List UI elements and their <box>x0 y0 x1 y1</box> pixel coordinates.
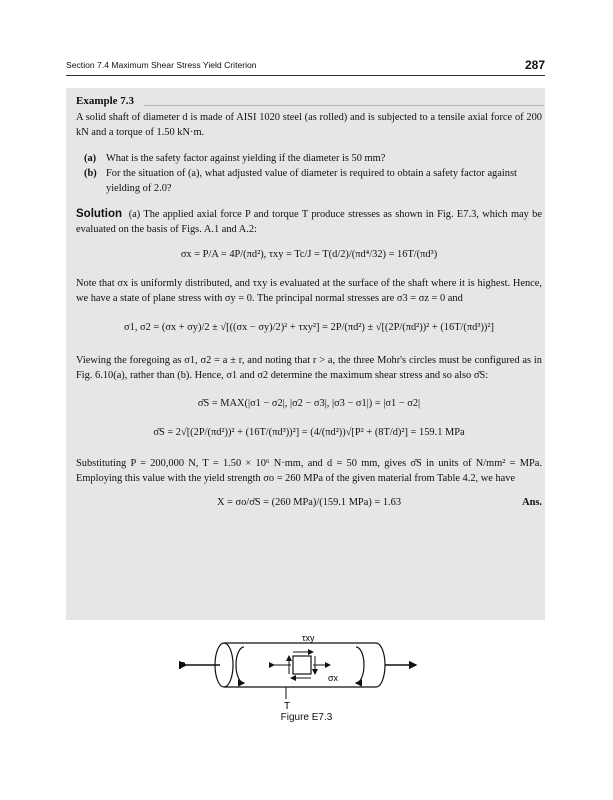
torque-label: T <box>284 701 291 712</box>
shaft-end-right <box>376 643 385 687</box>
question-a <box>84 151 542 166</box>
equation-max-shear: σ̄S = MAX(|σ1 − σ2|, |σ2 − σ3|, |σ3 − σ1|) = |σ1 − σ2| <box>197 398 421 409</box>
equation-shear-value: σ̄S = 2√[(2P/(πd²))² + (16T/(πd³))²] = (4/(πd²))√[P² + (8T/d)²] = 159.1 MPa <box>153 427 465 438</box>
question-b <box>84 166 542 196</box>
solution-intro: (a) The applied axial force P and torque T produce stresses as shown in Fig. E7.3, which may be evaluated on the basis of Figs. A.1 and A.2: <box>76 209 542 235</box>
equation-safety-factor: X = σo/σ̄S = (260 MPa)/(159.1 MPa) = 1.63 <box>216 497 402 508</box>
paragraph-mohr-circles: Viewing the foregoing as σ1, σ2 = a ± r, and noting that r > a, the three Mohr's circles must be configured as in Fig. 6.10(a), rather than (b). Hence, σ1 and σ2 determine the maximum shear stress and so also σ̄S: <box>76 355 542 381</box>
answer-label: Ans. <box>522 497 542 508</box>
figure-shaft-diagram <box>176 623 436 713</box>
question-label: (a) <box>84 153 97 164</box>
stress-element <box>293 656 311 674</box>
question-list <box>84 151 542 196</box>
sigma-label: σx <box>328 673 339 683</box>
example-content <box>76 94 542 510</box>
tau-label: τxy <box>302 633 315 643</box>
page-number: 287 <box>524 58 545 72</box>
torque-arrow-left <box>236 647 244 683</box>
example-title: Example 7.3 <box>76 95 135 107</box>
paragraph-plane-stress: Note that σx is uniformly distributed, and τxy is evaluated at the surface of the shaft where it is highest. Hence, we have a state of plane stress with σy = 0. The principal normal stresses are σ3 = σz = 0 and <box>76 278 542 304</box>
solution-heading: Solution <box>76 208 122 220</box>
solution-intro-paragraph <box>76 207 542 237</box>
force-label: P <box>179 661 186 672</box>
header-rule <box>66 75 545 76</box>
question-text: What is the safety factor against yielding if the diameter is 50 mm? <box>106 153 386 164</box>
torque-arrow-right <box>356 647 364 683</box>
section-title: Section 7.4 Maximum Shear Stress Yield Criterion <box>66 60 257 70</box>
question-text: For the situation of (a), what adjusted value of diameter is required to obtain a safety factor against yielding of 2.0? <box>106 168 517 194</box>
paragraph-substitution: Substituting P = 200,000 N, T = 1.50 × 10⁶ N·mm, and d = 50 mm, gives σ̄S in units of N/mm² = MPa. Employing this value with the yield strength σo = 260 MPa of the given material from Table 4.2, we have <box>76 458 542 484</box>
equation-stresses: σx = P/A = 4P/(πd²), τxy = Tc/J = T(d/2)/(πd⁴/32) = 16T/(πd³) <box>180 249 438 260</box>
safety-factor-line <box>76 495 542 510</box>
example-statement: A solid shaft of diameter d is made of AISI 1020 steel (as rolled) and is subjected to a tensile axial force of 200 kN and a torque of 1.50 kN·m. <box>76 112 542 138</box>
page-header <box>66 58 545 76</box>
figure-caption: Figure E7.3 <box>280 712 333 723</box>
question-label: (b) <box>84 168 97 179</box>
equation-principal-stresses: σ1, σ2 = (σx + σy)/2 ± √[((σx − σy)/2)² + τxy²] = 2P/(πd²) ± √[(2P/(πd²))² + (16T/(πd³))²] <box>124 322 494 333</box>
